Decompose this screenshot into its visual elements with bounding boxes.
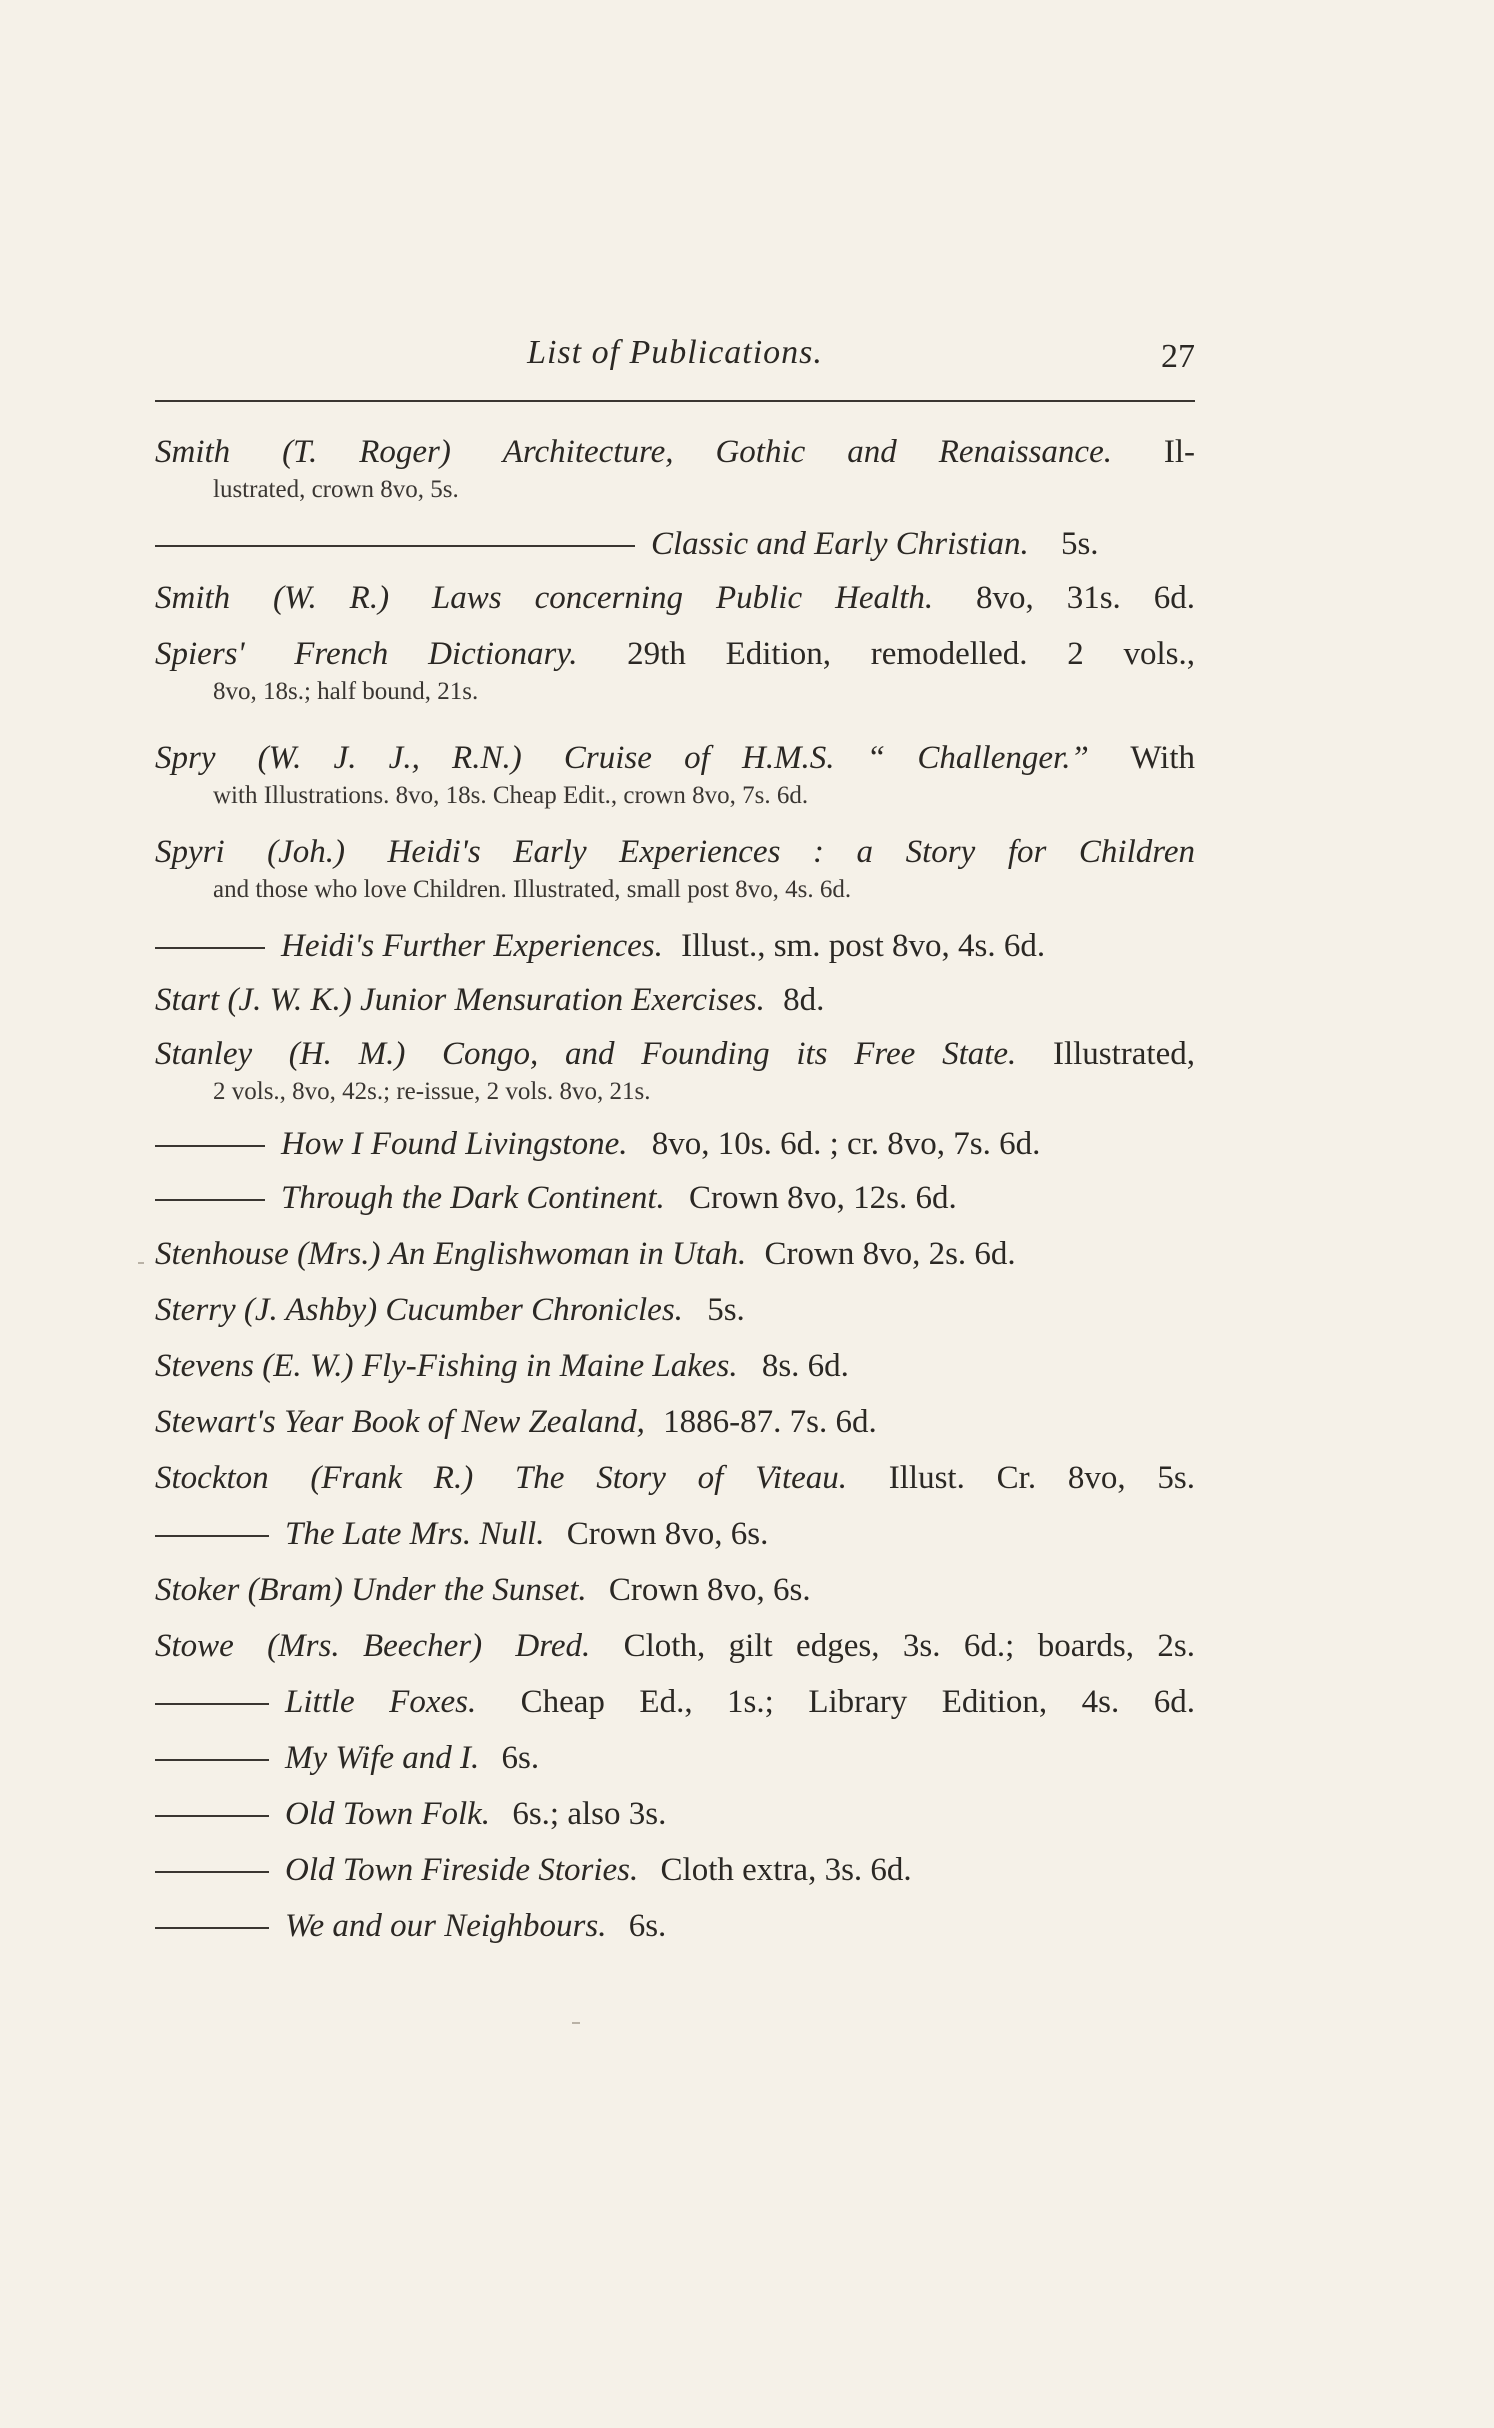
entry-details: Crown 8vo, 12s. 6d.	[689, 1180, 957, 1216]
entry-details: Il-	[1163, 434, 1196, 470]
ditto-rule	[155, 947, 265, 949]
entry-title: An Englishwoman in Utah.	[388, 1236, 747, 1272]
entry-details: Cheap Ed., 1s.; Library Edition, 4s. 6d.	[520, 1684, 1196, 1720]
entry-author-qualifier: (Mrs. Beecher)	[267, 1628, 483, 1664]
entry-details: Illust. Cr. 8vo, 5s.	[888, 1460, 1196, 1496]
entry-author-qualifier: (Joh.)	[267, 834, 346, 870]
catalogue-entry	[155, 1680, 1195, 1724]
catalogue-entry	[155, 1122, 1195, 1166]
entry-details: 8d.	[783, 982, 825, 1018]
entry-author-qualifier: (Mrs.)	[297, 1236, 381, 1272]
entry-author: Start	[155, 982, 220, 1018]
catalogue-entry	[155, 1232, 1195, 1276]
catalogue-entry	[155, 924, 1195, 968]
entry-title: Dred.	[515, 1628, 591, 1664]
entry-title: Cruise of H.M.S. “ Challenger.”	[563, 740, 1089, 776]
entry-title: Junior Mensuration Exercises.	[360, 982, 765, 1018]
entry-author: Smith	[155, 434, 231, 470]
catalogue-entry	[155, 430, 1195, 506]
entry-details: Crown 8vo, 6s.	[566, 1516, 769, 1552]
entry-title: Classic and Early Christian.	[651, 526, 1029, 562]
catalogue-entry	[155, 576, 1195, 620]
entry-details: Cloth, gilt edges, 3s. 6d.; boards, 2s.	[623, 1628, 1196, 1664]
entry-title: Laws concerning Public Health.	[431, 580, 934, 616]
catalogue-entry	[155, 1456, 1195, 1500]
entry-author: Stockton	[155, 1460, 269, 1496]
ditto-rule	[155, 1927, 269, 1929]
entry-title: Little Foxes.	[285, 1684, 477, 1720]
entry-title: Old Town Fireside Stories.	[285, 1852, 639, 1888]
entry-title: The Late Mrs. Null.	[285, 1516, 545, 1552]
entry-details: Illust., sm. post 8vo, 4s. 6d.	[681, 928, 1046, 964]
entry-author-qualifier: (T. Roger)	[282, 434, 451, 470]
catalogue-entry	[155, 736, 1195, 812]
entry-author-qualifier: (W. J. J., R.N.)	[257, 740, 522, 776]
entry-details: With	[1130, 740, 1195, 776]
entry-author: Smith	[155, 580, 231, 616]
entry-author-qualifier: (J. Ashby)	[243, 1292, 378, 1328]
entry-author-qualifier: (H. M.)	[288, 1036, 406, 1072]
entry-details: 8vo, 31s. 6d.	[976, 580, 1195, 616]
entry-details: 6s.	[628, 1908, 667, 1944]
entry-author-qualifier: (Bram)	[247, 1572, 343, 1608]
entry-details: Illustrated,	[1052, 1036, 1195, 1072]
catalogue-entry	[155, 1568, 1195, 1612]
header-rule	[155, 400, 1195, 402]
catalogue-entry	[155, 1624, 1195, 1668]
entry-title: Cucumber Chronicles.	[385, 1292, 683, 1328]
catalogue-entry	[155, 1512, 1195, 1556]
entry-title: Heidi's Early Experiences : a Story for Children	[387, 834, 1196, 870]
ditto-rule	[155, 1145, 265, 1147]
catalogue-entry	[155, 1344, 1195, 1388]
entry-continuation: and those who love Children. Illustrated, small post 8vo, 4s. 6d.	[213, 876, 852, 903]
entry-details: Cloth extra, 3s. 6d.	[660, 1852, 912, 1888]
entry-details: 6s.	[501, 1740, 540, 1776]
catalogue-entry	[155, 1736, 1195, 1780]
catalogue-entry	[155, 1176, 1195, 1220]
entry-title: Year Book of New Zealand,	[284, 1404, 645, 1440]
entry-author: Spyri	[155, 834, 225, 870]
page-number: 27	[1161, 338, 1195, 375]
entry-title: Architecture, Gothic and Renaissance.	[502, 434, 1112, 470]
entry-continuation: 2 vols., 8vo, 42s.; re-issue, 2 vols. 8vo, 21s.	[213, 1078, 651, 1105]
entry-details: 6s.; also 3s.	[512, 1796, 667, 1832]
entry-title: We and our Neighbours.	[285, 1908, 607, 1944]
entry-title: Old Town Folk.	[285, 1796, 491, 1832]
catalogue-entry	[155, 1400, 1195, 1444]
entry-title: Congo, and Founding its Free State.	[441, 1036, 1017, 1072]
catalogue-entry	[155, 632, 1195, 708]
ditto-rule	[155, 1535, 269, 1537]
entry-title: French Dictionary.	[294, 636, 578, 672]
entry-author: Stowe	[155, 1628, 234, 1664]
catalogue-entry	[155, 1032, 1195, 1108]
catalogue-entry	[155, 1288, 1195, 1332]
scan-speck	[138, 1262, 144, 1264]
entry-details: 8s. 6d.	[761, 1348, 849, 1384]
entry-details: Crown 8vo, 6s.	[608, 1572, 811, 1608]
entry-author: Spiers'	[155, 636, 245, 672]
entry-title: The Story of Viteau.	[514, 1460, 848, 1496]
entry-continuation: lustrated, crown 8vo, 5s.	[213, 476, 459, 503]
entry-author-qualifier: (Frank R.)	[310, 1460, 474, 1496]
entry-author: Sterry	[155, 1292, 236, 1328]
entry-title: My Wife and I.	[285, 1740, 480, 1776]
catalogue-entry	[155, 522, 1195, 566]
ditto-rule	[155, 1871, 269, 1873]
entry-details: 5s.	[1060, 526, 1099, 562]
running-header	[155, 330, 1195, 382]
entry-author: Stenhouse	[155, 1236, 289, 1272]
entry-details: 5s.	[707, 1292, 745, 1328]
ditto-rule	[155, 1815, 269, 1817]
catalogue-entry	[155, 1848, 1195, 1892]
entry-author: Stoker	[155, 1572, 240, 1608]
catalogue-entry	[155, 830, 1195, 906]
ditto-rule	[155, 545, 635, 547]
entry-title: Under the Sunset.	[351, 1572, 587, 1608]
entry-title: How I Found Livingstone.	[281, 1126, 628, 1162]
entry-author-qualifier: (E. W.)	[262, 1348, 354, 1384]
entry-continuation: 8vo, 18s.; half bound, 21s.	[213, 678, 479, 705]
entry-author: Stanley	[155, 1036, 253, 1072]
entry-details: 1886-87. 7s. 6d.	[663, 1404, 877, 1440]
catalogue-entry	[155, 978, 1195, 1022]
entry-details: 29th Edition, remodelled. 2 vols.,	[627, 636, 1196, 672]
entry-author-qualifier: (W. R.)	[273, 580, 390, 616]
scan-speck	[572, 2022, 580, 2024]
entry-title: Fly-Fishing in Maine Lakes.	[361, 1348, 738, 1384]
entry-author: Spry	[155, 740, 216, 776]
catalogue-entry	[155, 1792, 1195, 1836]
running-title: List of Publications.	[527, 334, 823, 371]
entry-author-qualifier: (J. W. K.)	[227, 982, 352, 1018]
entry-author: Stevens	[155, 1348, 254, 1384]
ditto-rule	[155, 1703, 269, 1705]
catalogue-entry	[155, 1904, 1195, 1948]
entry-title: Heidi's Further Experiences.	[281, 928, 663, 964]
ditto-rule	[155, 1199, 265, 1201]
entry-details: 8vo, 10s. 6d. ; cr. 8vo, 7s. 6d.	[651, 1126, 1041, 1162]
entry-continuation: with Illustrations. 8vo, 18s. Cheap Edit., crown 8vo, 7s. 6d.	[213, 782, 809, 809]
ditto-rule	[155, 1759, 269, 1761]
entry-title: Through the Dark Continent.	[281, 1180, 665, 1216]
entry-details: Crown 8vo, 2s. 6d.	[764, 1236, 1016, 1272]
entry-author: Stewart's	[155, 1404, 276, 1440]
